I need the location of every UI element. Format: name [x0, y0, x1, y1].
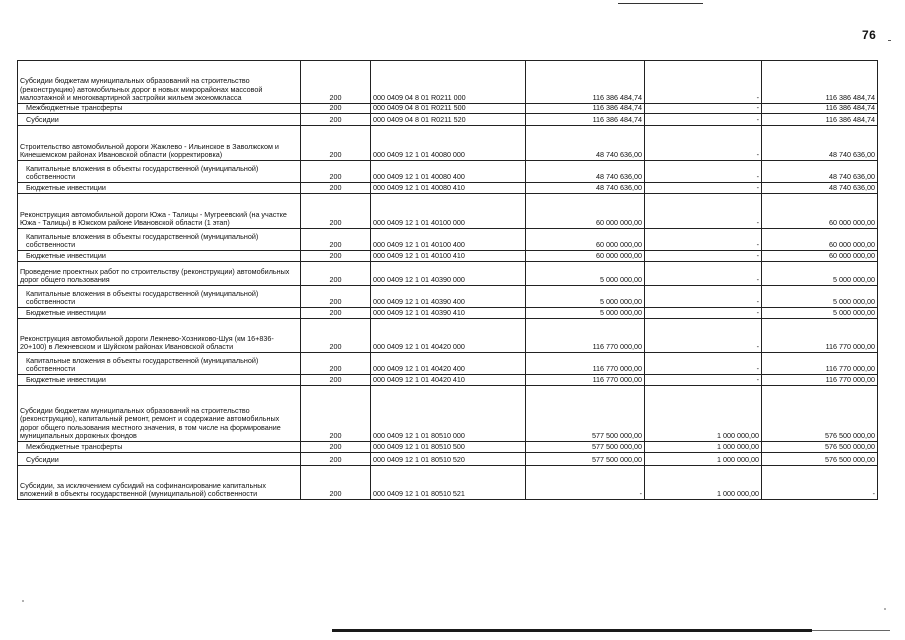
- cell-amount2: -: [645, 114, 762, 126]
- table-row: [18, 466, 878, 500]
- cell-ref: 200: [301, 251, 371, 262]
- cell-code: 000 0409 12 1 01 40420 410: [371, 375, 526, 386]
- cell-code: 000 0409 12 1 01 80510 000: [371, 386, 526, 442]
- table-row: [18, 442, 878, 453]
- cell-name: Субсидии: [18, 114, 301, 126]
- cell-amount2: 1 000 000,00: [645, 453, 762, 466]
- cell-code: 000 0409 12 1 01 40100 000: [371, 194, 526, 229]
- table-row: [18, 286, 878, 308]
- cell-name: Субсидии, за исключением субсидий на софинансирование капитальных вложений в объекты государственной (муниципальной) собственности: [18, 466, 301, 500]
- cell-amount2: -: [645, 61, 762, 104]
- cell-ref: 200: [301, 229, 371, 251]
- cell-name: Реконструкция автомобильной дороги Лежнево-Хозниково-Шуя (км 16+836-20+100) в Лежневском и Шуйском районах Ивановской области: [18, 319, 301, 353]
- table-row: [18, 194, 878, 229]
- cell-amount3: 576 500 000,00: [762, 453, 878, 466]
- cell-amount3: 48 740 636,00: [762, 126, 878, 161]
- cell-code: 000 0409 04 8 01 R0211 500: [371, 104, 526, 114]
- cell-amount3: 116 386 484,74: [762, 61, 878, 104]
- top-rule: [618, 3, 703, 4]
- cell-amount1: 60 000 000,00: [526, 251, 645, 262]
- cell-amount1: 5 000 000,00: [526, 308, 645, 319]
- cell-code: 000 0409 12 1 01 40390 400: [371, 286, 526, 308]
- table-row: [18, 375, 878, 386]
- cell-amount3: 48 740 636,00: [762, 183, 878, 194]
- cell-amount3: 60 000 000,00: [762, 194, 878, 229]
- cell-code: 000 0409 12 1 01 40420 400: [371, 353, 526, 375]
- cell-amount1: -: [526, 466, 645, 500]
- cell-ref: 200: [301, 194, 371, 229]
- cell-ref: 200: [301, 183, 371, 194]
- cell-amount2: -: [645, 251, 762, 262]
- cell-name: Капитальные вложения в объекты государственной (муниципальной) собственности: [18, 286, 301, 308]
- cell-amount3: 576 500 000,00: [762, 442, 878, 453]
- cell-amount3: 116 770 000,00: [762, 319, 878, 353]
- cell-amount2: -: [645, 104, 762, 114]
- table-row: [18, 319, 878, 353]
- cell-name: Капитальные вложения в объекты государственной (муниципальной) собственности: [18, 161, 301, 183]
- page-number: 76: [862, 28, 877, 42]
- cell-amount1: 60 000 000,00: [526, 194, 645, 229]
- cell-amount3: 5 000 000,00: [762, 308, 878, 319]
- cell-amount1: 577 500 000,00: [526, 386, 645, 442]
- cell-amount3: -: [762, 466, 878, 500]
- cell-amount2: 1 000 000,00: [645, 442, 762, 453]
- cell-name: Межбюджетные трансферты: [18, 104, 301, 114]
- cell-code: 000 0409 12 1 01 80510 521: [371, 466, 526, 500]
- cell-name: Капитальные вложения в объекты государственной (муниципальной) собственности: [18, 229, 301, 251]
- budget-table: [17, 60, 878, 500]
- cell-code: 000 0409 12 1 01 80510 520: [371, 453, 526, 466]
- table-row: [18, 126, 878, 161]
- cell-ref: 200: [301, 453, 371, 466]
- table-row: [18, 262, 878, 286]
- table-row: [18, 161, 878, 183]
- cell-amount1: 116 386 484,74: [526, 114, 645, 126]
- cell-amount3: 116 386 484,74: [762, 104, 878, 114]
- cell-amount1: 48 740 636,00: [526, 126, 645, 161]
- cell-amount1: 116 770 000,00: [526, 319, 645, 353]
- cell-name: Субсидии бюджетам муниципальных образований на строительство (реконструкцию), капитальный ремонт, ремонт и содержание автомобильных дорог общего пользования местного значения, в том числе на формирование муниципальных дорожных фондов: [18, 386, 301, 442]
- cell-code: 000 0409 12 1 01 80510 500: [371, 442, 526, 453]
- cell-amount3: 576 500 000,00: [762, 386, 878, 442]
- cell-amount3: 116 386 484,74: [762, 114, 878, 126]
- cell-ref: 200: [301, 114, 371, 126]
- cell-ref: 200: [301, 262, 371, 286]
- cell-amount2: -: [645, 194, 762, 229]
- cell-name: Бюджетные инвестиции: [18, 308, 301, 319]
- cell-name: Бюджетные инвестиции: [18, 375, 301, 386]
- cell-amount1: 116 770 000,00: [526, 375, 645, 386]
- edge-mark: [888, 40, 891, 41]
- cell-amount1: 116 386 484,74: [526, 61, 645, 104]
- cell-ref: 200: [301, 61, 371, 104]
- cell-ref: 200: [301, 466, 371, 500]
- cell-name: Капитальные вложения в объекты государственной (муниципальной) собственности: [18, 353, 301, 375]
- cell-amount2: -: [645, 308, 762, 319]
- table-row: [18, 61, 878, 104]
- table-row: [18, 353, 878, 375]
- cell-amount2: -: [645, 229, 762, 251]
- cell-amount2: 1 000 000,00: [645, 466, 762, 500]
- table-body: [18, 61, 878, 500]
- cell-code: 000 0409 12 1 01 40080 410: [371, 183, 526, 194]
- cell-ref: 200: [301, 126, 371, 161]
- table-row: [18, 114, 878, 126]
- cell-amount2: -: [645, 161, 762, 183]
- cell-amount3: 5 000 000,00: [762, 286, 878, 308]
- cell-amount1: 48 740 636,00: [526, 161, 645, 183]
- table-row: [18, 453, 878, 466]
- cell-amount3: 116 770 000,00: [762, 353, 878, 375]
- cell-ref: 200: [301, 308, 371, 319]
- cell-name: Строительство автомобильной дороги Жажлево - Ильинское в Заволжском и Кинешемском районах Ивановской области (корректировка): [18, 126, 301, 161]
- cell-amount1: 577 500 000,00: [526, 453, 645, 466]
- table-row: [18, 386, 878, 442]
- cell-ref: 200: [301, 161, 371, 183]
- cell-code: 000 0409 12 1 01 40100 400: [371, 229, 526, 251]
- cell-code: 000 0409 04 8 01 R0211 520: [371, 114, 526, 126]
- cell-ref: 200: [301, 375, 371, 386]
- cell-name: Межбюджетные трансферты: [18, 442, 301, 453]
- table-row: [18, 229, 878, 251]
- scan-dot: [884, 608, 886, 610]
- cell-amount1: 48 740 636,00: [526, 183, 645, 194]
- table-row: [18, 308, 878, 319]
- cell-name: Субсидии бюджетам муниципальных образований на строительство (реконструкцию) автомобильных дорог в новых микрорайонах массовой малоэтажной и многоквартирной застройки жильем экономкласса: [18, 61, 301, 104]
- bottom-bar: [332, 629, 812, 632]
- cell-name: Бюджетные инвестиции: [18, 183, 301, 194]
- cell-amount3: 48 740 636,00: [762, 161, 878, 183]
- cell-code: 000 0409 12 1 01 40390 410: [371, 308, 526, 319]
- cell-amount3: 116 770 000,00: [762, 375, 878, 386]
- cell-amount3: 5 000 000,00: [762, 262, 878, 286]
- cell-ref: 200: [301, 319, 371, 353]
- table-row: [18, 251, 878, 262]
- table-row: [18, 183, 878, 194]
- cell-amount2: -: [645, 183, 762, 194]
- cell-amount1: 5 000 000,00: [526, 286, 645, 308]
- cell-amount2: -: [645, 353, 762, 375]
- cell-code: 000 0409 12 1 01 40420 000: [371, 319, 526, 353]
- cell-ref: 200: [301, 286, 371, 308]
- cell-amount2: -: [645, 375, 762, 386]
- cell-code: 000 0409 04 8 01 R0211 000: [371, 61, 526, 104]
- cell-code: 000 0409 12 1 01 40390 000: [371, 262, 526, 286]
- cell-amount2: -: [645, 262, 762, 286]
- cell-amount1: 5 000 000,00: [526, 262, 645, 286]
- cell-amount2: -: [645, 126, 762, 161]
- cell-amount1: 116 770 000,00: [526, 353, 645, 375]
- cell-code: 000 0409 12 1 01 40100 410: [371, 251, 526, 262]
- cell-ref: 200: [301, 353, 371, 375]
- cell-ref: 200: [301, 104, 371, 114]
- cell-amount1: 116 386 484,74: [526, 104, 645, 114]
- cell-name: Проведение проектных работ по строительству (реконструкции) автомобильных дорог общего пользования: [18, 262, 301, 286]
- cell-name: Субсидии: [18, 453, 301, 466]
- cell-amount1: 60 000 000,00: [526, 229, 645, 251]
- cell-ref: 200: [301, 442, 371, 453]
- cell-ref: 200: [301, 386, 371, 442]
- cell-name: Реконструкция автомобильной дороги Южа - Талицы - Мугреевский (на участке Южа - Талицы) в Южском районе Ивановской области (1 этап): [18, 194, 301, 229]
- table-row: [18, 104, 878, 114]
- scan-dot: [22, 600, 24, 602]
- cell-name: Бюджетные инвестиции: [18, 251, 301, 262]
- cell-amount3: 60 000 000,00: [762, 251, 878, 262]
- cell-code: 000 0409 12 1 01 40080 000: [371, 126, 526, 161]
- cell-amount2: -: [645, 286, 762, 308]
- bottom-bar-thin: [812, 630, 890, 631]
- cell-amount2: 1 000 000,00: [645, 386, 762, 442]
- cell-code: 000 0409 12 1 01 40080 400: [371, 161, 526, 183]
- cell-amount3: 60 000 000,00: [762, 229, 878, 251]
- cell-amount1: 577 500 000,00: [526, 442, 645, 453]
- cell-amount2: -: [645, 319, 762, 353]
